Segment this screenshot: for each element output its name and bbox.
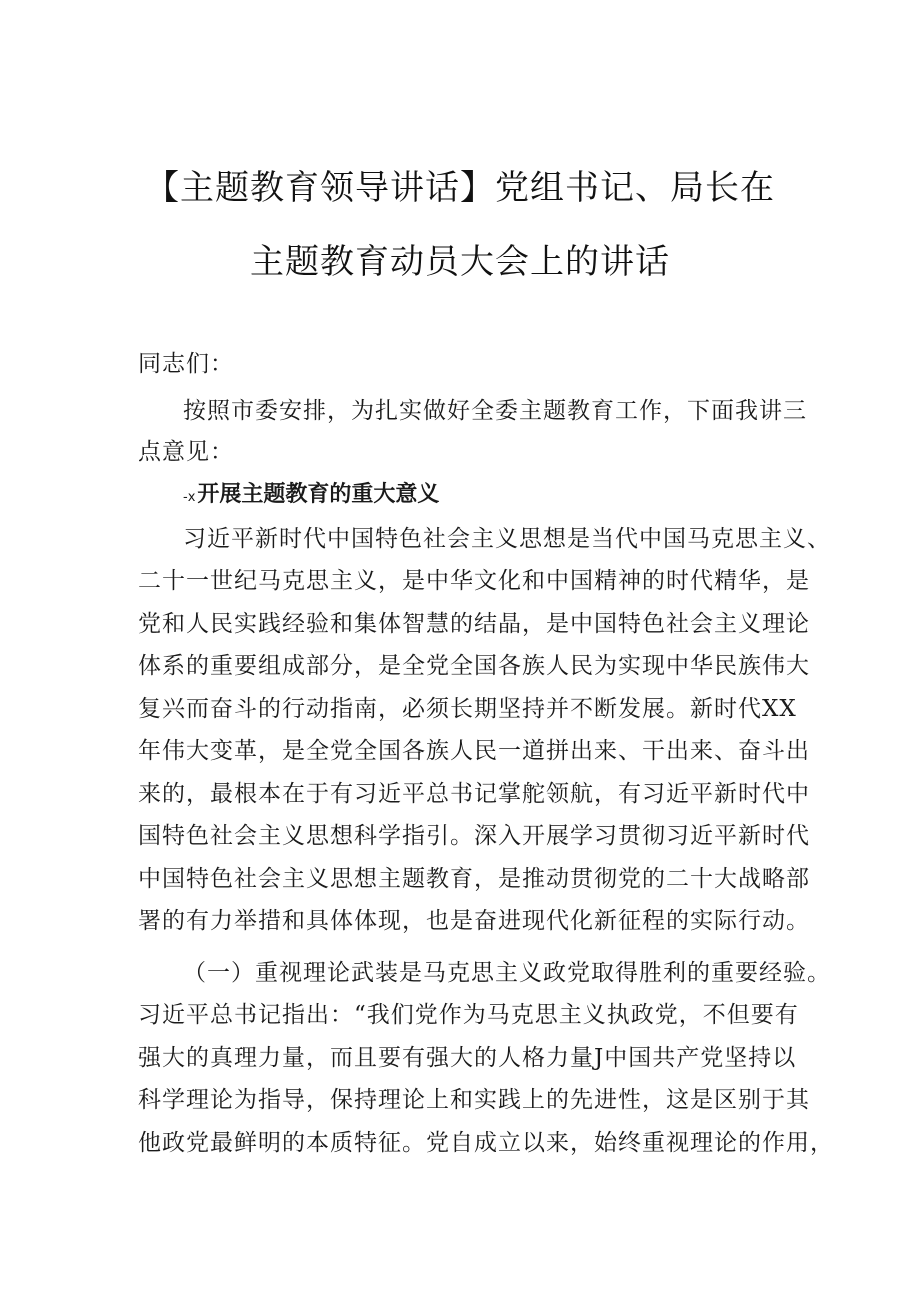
paragraph-1-line: 国特色社会主义思想科学指引。深入开展学习贯彻习近平新时代	[138, 823, 810, 849]
section-marker: -x	[183, 490, 196, 505]
paragraph-2-line: 习近平总书记指出：“我们党作为马克思主义执政党，不但要有	[138, 1002, 799, 1028]
document-title-line-2: 主题教育动员大会上的讲话	[250, 242, 670, 282]
document-title-line-1: 【主题教育领导讲话】党组书记、局长在	[145, 168, 775, 208]
paragraph-1-line: 署的有力举措和具体体现，也是奋进现代化新征程的实际行动。	[138, 908, 810, 934]
paragraph-1-line: 体系的重要组成部分，是全党全国各族人民为实现中华民族伟大	[138, 653, 810, 679]
paragraph-2-line: （一）重视理论武装是马克思主义政党取得胜利的重要经验。	[183, 960, 831, 986]
section-heading-text: 开展主题教育的重大意义	[197, 482, 440, 507]
paragraph-2-line: 科学理论为指导，保持理论上和实践上的先进性，这是区别于其	[138, 1087, 810, 1113]
intro-line-2: 点意见：	[138, 439, 234, 465]
paragraph-1-line: 党和人民实践经验和集体智慧的结晶，是中国特色社会主义理论	[138, 611, 810, 637]
paragraph-1-line: 来的，最根本在于有习近平总书记掌舵领航，有习近平新时代中	[138, 781, 810, 807]
paragraph-1-line: 二十一世纪马克思主义，是中华文化和中国精神的时代精华，是	[138, 568, 810, 594]
paragraph-2-line: 他政党最鲜明的本质特征。党自成立以来，始终重视理论的作用，	[138, 1130, 834, 1156]
paragraph-2-line: 强大的真理力量，而且要有强大的人格力量J中国共产党坚持以	[138, 1045, 797, 1071]
intro-line-1: 按照市委安排，为扎实做好全委主题教育工作，下面我讲三	[183, 398, 807, 424]
paragraph-1-line: 复兴而奋斗的行动指南，必须长期坚持并不断发展。新时代XX	[138, 696, 797, 722]
section-heading-1	[183, 480, 439, 513]
salutation: 同志们：	[138, 351, 234, 377]
paragraph-1-line: 年伟大变革，是全党全国各族人民一道拼出来、干出来、奋斗出	[138, 738, 810, 764]
paragraph-1-line: 习近平新时代中国特色社会主义思想是当代中国马克思主义、	[183, 526, 831, 552]
paragraph-1-line: 中国特色社会主义思想主题教育，是推动贯彻党的二十大战略部	[138, 866, 810, 892]
